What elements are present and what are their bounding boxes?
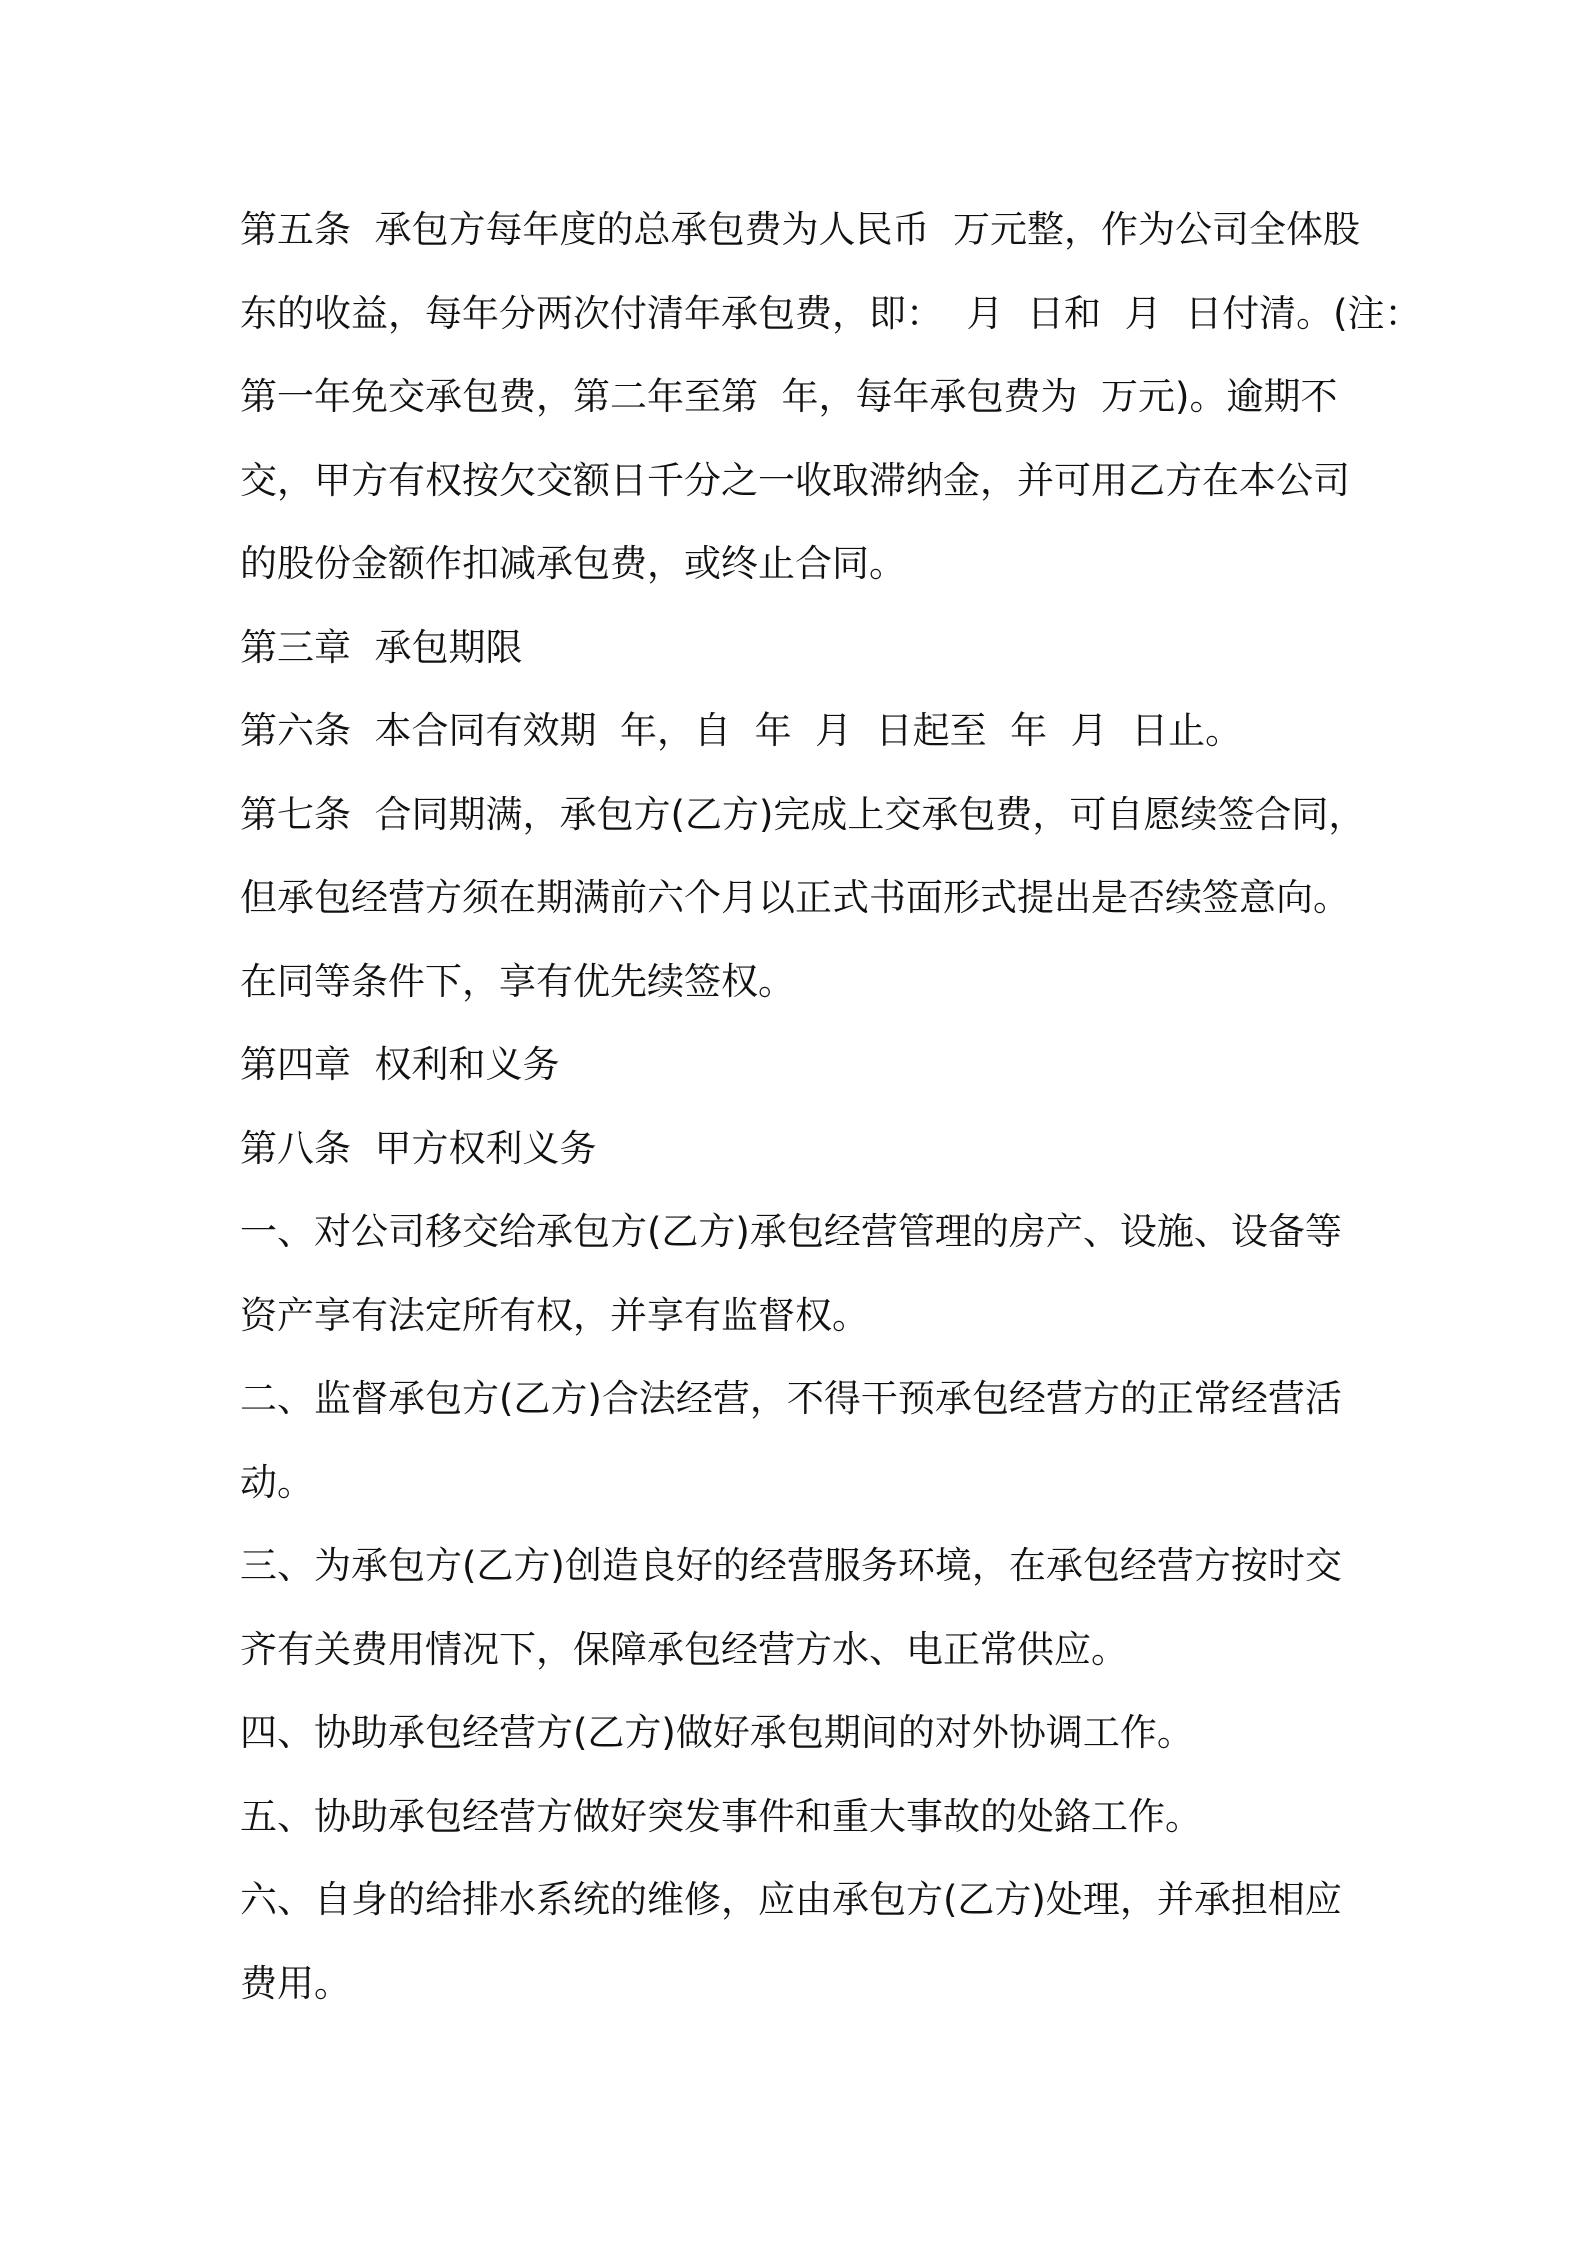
item-6-line-1: 六、自身的给排水系统的维修，应由承包方(乙方)处理，并承担相应 <box>240 1878 1342 1921</box>
article-7-line-2: 但承包经营方须在期满前六个月以正式书面形式提出是否续签意向。 <box>240 876 1350 919</box>
item-2-line-1: 二、监督承包方(乙方)合法经营，不得干预承包经营方的正常经营活 <box>240 1377 1342 1420</box>
document-body <box>240 188 1422 2025</box>
item-6-line-2: 费用。 <box>240 1961 351 2005</box>
item-1-line-2: 资产享有法定所有权，并享有监督权。 <box>240 1293 869 1337</box>
item-1-line-1: 一、对公司移交给承包方(乙方)承包经营管理的房产、设施、设备等 <box>240 1210 1342 1253</box>
article-5-line-2: 东的收益，每年分两次付清年承包费，即： 月 日和 月 日付清。(注： <box>240 291 1422 335</box>
article-5-line-1: 第五条 承包方每年度的总承包费为人民币 万元整，作为公司全体股 <box>240 208 1361 251</box>
item-5: 五、协助承包经营方做好突发事件和重大事故的处鉻工作。 <box>240 1794 1202 1838</box>
chapter-4-heading: 第四章 权利和义务 <box>240 1043 560 1086</box>
article-5-line-4: 交，甲方有权按欠交额日千分之一收取滞纳金，并可用乙方在本公司 <box>240 458 1350 502</box>
item-3-line-2: 齐有关费用情况下，保障承包经营方水、电正常供应。 <box>240 1627 1128 1671</box>
item-2-line-2: 动。 <box>240 1460 314 1504</box>
article-6: 第六条 本合同有效期 年，自 年 月 日起至 年 月 日止。 <box>240 709 1243 752</box>
chapter-3-heading: 第三章 承包期限 <box>240 625 523 669</box>
article-5-line-5: 的股份金额作扣减承包费，或终止合同。 <box>240 542 906 585</box>
article-5-line-3: 第一年免交承包费，第二年至第 年，每年承包费为 万元)。逾期不 <box>240 375 1338 418</box>
article-7-line-3: 在同等条件下，享有优先续签权。 <box>240 959 795 1003</box>
item-4: 四、协助承包经营方(乙方)做好承包期间的对外协调工作。 <box>240 1711 1194 1754</box>
item-3-line-1: 三、为承包方(乙方)创造良好的经营服务环境，在承包经营方按时交 <box>240 1544 1342 1587</box>
article-8-heading: 第八条 甲方权利义务 <box>240 1126 597 1170</box>
article-7-line-1: 第七条 合同期满，承包方(乙方)完成上交承包费，可自愿续签合同， <box>240 792 1366 836</box>
